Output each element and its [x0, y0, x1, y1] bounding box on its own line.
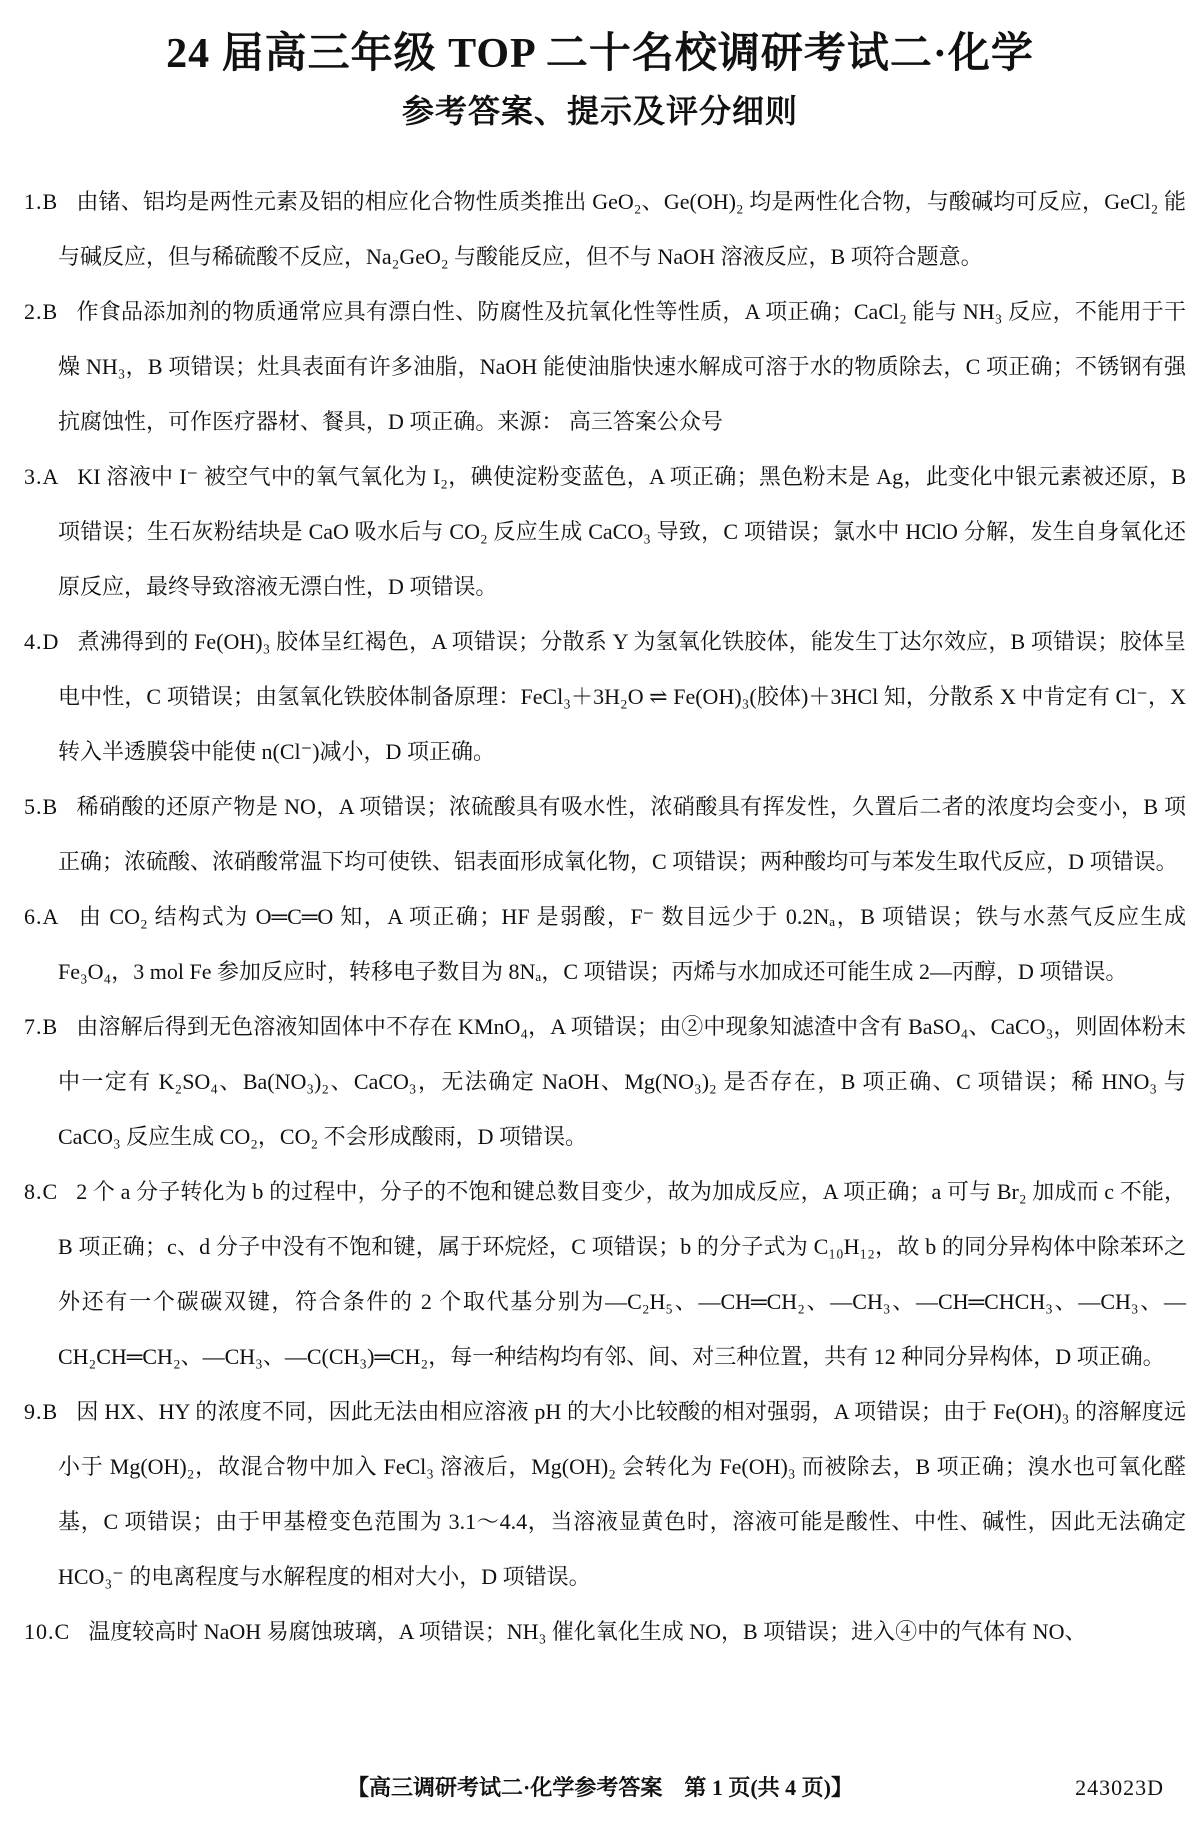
- answer-item: [24, 284, 1186, 449]
- answer-number: 4.D: [24, 629, 60, 654]
- answer-text: 2 个 a 分子转化为 b 的过程中，分子的不饱和键总数目变少，故为加成反应，A 项正确；a 可与 Br₂ 加成而 c 不能，B 项正确；c、d 分子中没有不饱和键，属于环烷烃，C 项错误；b 的分子式为 C₁₀H₁₂，故 b 的同分异构体中除苯环之外还有一个碳碳双键，符合条件的 2 个取代基分别为—C₂H₅、—CH═CH₂、—CH₃、—CH═CHCH₃、—CH₃、—CH₂CH═CH₂、—CH₃、—C(CH₃)═CH₂，每一种结构均有邻、间、对三种位置，共有 12 种同分异构体，D 项正确。: [58, 1179, 1186, 1369]
- answer-number: 2.B: [24, 299, 59, 324]
- answer-item: [24, 1164, 1186, 1384]
- page-subtitle: 参考答案、提示及评分细则: [401, 93, 798, 129]
- page-title: 24 届高三年级 TOP 二十名校调研考试二·化学: [166, 31, 1034, 77]
- answer-list: [24, 174, 1186, 1659]
- answer-text: 由 CO₂ 结构式为 O═C═O 知，A 项正确；HF 是弱酸，F⁻ 数目远少于 0.2Nₐ，B 项错误；铁与水蒸气反应生成 Fe₃O₄，3 mol Fe 参加反应时，转移电子数目为 8Nₐ，C 项错误；丙烯与水加成还可能生成 2—丙醇，D 项错误。: [58, 904, 1186, 984]
- answer-text: 由锗、铝均是两性元素及铝的相应化合物性质类推出 GeO₂、Ge(OH)₂ 均是两性化合物，与酸碱均可反应，GeCl₂ 能与碱反应，但与稀硫酸不反应，Na₂GeO₂ 与酸能反应，但不与 NaOH 溶液反应，B 项符合题意。: [58, 189, 1186, 269]
- answer-number: 6.A: [24, 904, 60, 929]
- answer-number: 8.C: [24, 1179, 59, 1204]
- answer-number: 9.B: [24, 1399, 59, 1424]
- answer-text: 因 HX、HY 的浓度不同，因此无法由相应溶液 pH 的大小比较酸的相对强弱，A 项错误；由于 Fe(OH)₃ 的溶解度远小于 Mg(OH)₂，故混合物中加入 FeCl₃ 溶液后，Mg(OH)₂ 会转化为 Fe(OH)₃ 而被除去，B 项正确；溴水也可氧化醛基，C 项错误；由于甲基橙变色范围为 3.1～4.4，当溶液显黄色时，溶液可能是酸性、中性、碱性，因此无法确定 HCO₃⁻ 的电离程度与水解程度的相对大小，D 项错误。: [58, 1399, 1186, 1589]
- answer-number: 7.B: [24, 1014, 59, 1039]
- answer-number: 5.B: [24, 794, 59, 819]
- answer-item: [24, 449, 1186, 614]
- answer-text: 煮沸得到的 Fe(OH)₃ 胶体呈红褐色，A 项错误；分散系 Y 为氢氧化铁胶体，能发生丁达尔效应，B 项错误；胶体呈电中性，C 项错误；由氢氧化铁胶体制备原理：FeCl₃＋3H₂O ⇌ Fe(OH)₃(胶体)＋3HCl 知，分散系 X 中肯定有 Cl⁻，X 转入半透膜袋中能使 n(Cl⁻)减小，D 项正确。: [58, 629, 1186, 764]
- answer-number: 1.B: [24, 189, 59, 214]
- answer-item: [24, 779, 1186, 889]
- footer-document-code: 243023D: [1075, 1775, 1164, 1800]
- answer-text: 作食品添加剂的物质通常应具有漂白性、防腐性及抗氧化性等性质，A 项正确；CaCl₂ 能与 NH₃ 反应，不能用于干燥 NH₃，B 项错误；灶具表面有许多油脂，NaOH 能使油脂快速水解成可溶于水的物质除去，C 项正确；不锈钢有强抗腐蚀性，可作医疗器材、餐具，D 项正确。来源： 高三答案公众号: [58, 299, 1186, 434]
- footer-page-info: 【高三调研考试二·化学参考答案 第 1 页(共 4 页)】: [347, 1775, 853, 1800]
- answer-text: KI 溶液中 I⁻ 被空气中的氧气氧化为 I₂，碘使淀粉变蓝色，A 项正确；黑色粉末是 Ag，此变化中银元素被还原，B 项错误；生石灰粉结块是 CaO 吸水后与 CO₂ 反应生成 CaCO₃ 导致，C 项错误；氯水中 HClO 分解，发生自身氧化还原反应，最终导致溶液无漂白性，D 项错误。: [58, 464, 1186, 599]
- answer-item: [24, 1384, 1186, 1604]
- answer-item: [24, 174, 1186, 284]
- answer-item: [24, 614, 1186, 779]
- answer-item: [24, 999, 1186, 1164]
- answer-number: 3.A: [24, 464, 60, 489]
- page-footer: [0, 1768, 1200, 1808]
- answer-item: [24, 1604, 1186, 1659]
- answer-text: 温度较高时 NaOH 易腐蚀玻璃，A 项错误；NH₃ 催化氧化生成 NO，B 项错误；进入④中的气体有 NO、: [88, 1619, 1087, 1644]
- answer-number: 10.C: [24, 1619, 71, 1644]
- answer-text: 由溶解后得到无色溶液知固体中不存在 KMnO₄，A 项错误；由②中现象知滤渣中含有 BaSO₄、CaCO₃，则固体粉末中一定有 K₂SO₄、Ba(NO₃)₂、CaCO₃，无法确定 NaOH、Mg(NO₃)₂ 是否存在，B 项正确、C 项错误；稀 HNO₃ 与 CaCO₃ 反应生成 CO₂，CO₂ 不会形成酸雨，D 项错误。: [58, 1014, 1186, 1149]
- answer-item: [24, 889, 1186, 999]
- answer-text: 稀硝酸的还原产物是 NO，A 项错误；浓硫酸具有吸水性，浓硝酸具有挥发性，久置后二者的浓度均会变小，B 项正确；浓硫酸、浓硝酸常温下均可使铁、铝表面形成氧化物，C 项错误；两种酸均可与苯发生取代反应，D 项错误。: [58, 794, 1186, 874]
